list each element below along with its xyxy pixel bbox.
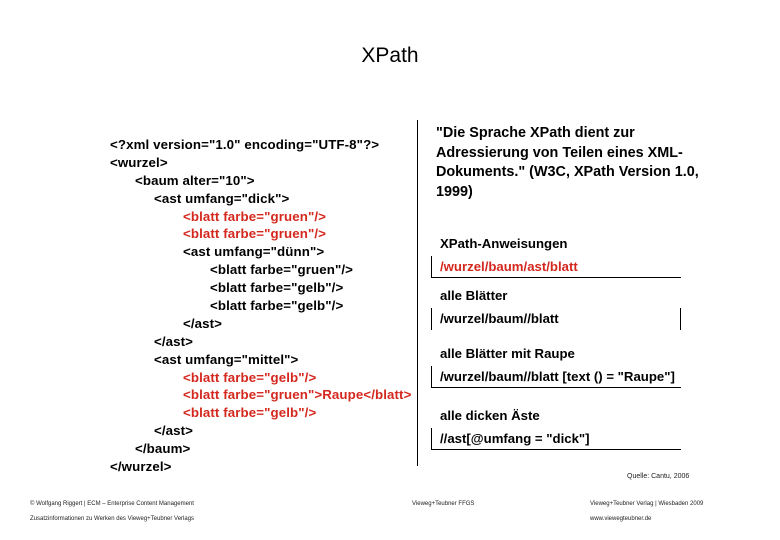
- code-line: <wurzel>: [110, 154, 168, 170]
- footer-center: Vieweg+Teubner FFGS: [412, 501, 475, 507]
- footer-website-link[interactable]: www.viewegteubner.de: [590, 516, 652, 522]
- label-all-leaves: alle Blätter: [440, 288, 508, 303]
- code-line: <blatt farbe="gruen">Raupe</blatt>: [183, 387, 412, 403]
- code-line: <blatt farbe="gelb"/>: [183, 405, 317, 421]
- code-line: </ast>: [183, 315, 223, 331]
- code-line: <ast umfang="dick">: [154, 190, 290, 206]
- code-line: <blatt farbe="gruen"/>: [183, 208, 327, 224]
- footer-supplement: Zusatzinformationen zu Werken des Vieweg+Teubner Verlags: [30, 516, 195, 522]
- xpath-expression-1: /wurzel/baum/ast/blatt: [431, 256, 681, 278]
- code-line: <blatt farbe="gelb"/>: [183, 369, 317, 385]
- code-line: <blatt farbe="gelb"/>: [210, 280, 344, 296]
- xpath-expression-2: /wurzel/baum//blatt: [431, 308, 681, 330]
- code-line: </ast>: [154, 333, 194, 349]
- footer-copyright: © Wolfgang Riggert | ECM – Enterprise Content Management: [30, 501, 194, 507]
- source-citation: Quelle: Cantu, 2006: [627, 473, 690, 480]
- code-line: </ast>: [154, 423, 194, 439]
- w3c-quote: "Die Sprache XPath dient zur Adressierung von Teilen eines XML-Dokuments." (W3C, XPath Version 1.0, 1999): [436, 125, 699, 200]
- code-line: <blatt farbe="gruen"/>: [210, 262, 354, 278]
- label-leaves-with-caterpillar: alle Blätter mit Raupe: [440, 346, 575, 361]
- code-line: <blatt farbe="gruen"/>: [183, 226, 327, 242]
- slide-title: XPath: [361, 44, 419, 67]
- code-line: </baum>: [135, 441, 191, 457]
- code-line: <blatt farbe="gelb"/>: [210, 298, 344, 314]
- xml-code-block: [110, 136, 411, 476]
- xpath-expression-3: /wurzel/baum//blatt [text () = "Raupe"]: [431, 366, 681, 388]
- label-thick-branches: alle dicken Äste: [440, 408, 540, 423]
- xpath-expression-4: //ast[@umfang = "dick"]: [431, 428, 681, 450]
- xpath-instructions-heading: XPath-Anweisungen: [440, 236, 568, 251]
- footer-publisher: Vieweg+Teubner Verlag | Wiesbaden 2009: [590, 501, 704, 507]
- code-line: <?xml version="1.0" encoding="UTF-8"?>: [110, 137, 380, 152]
- code-line: </wurzel>: [110, 459, 172, 475]
- code-line: <ast umfang="mittel">: [154, 351, 299, 367]
- code-line: <ast umfang="dünn">: [183, 244, 325, 260]
- code-line: <baum alter="10">: [135, 172, 255, 188]
- vertical-divider: [417, 120, 418, 466]
